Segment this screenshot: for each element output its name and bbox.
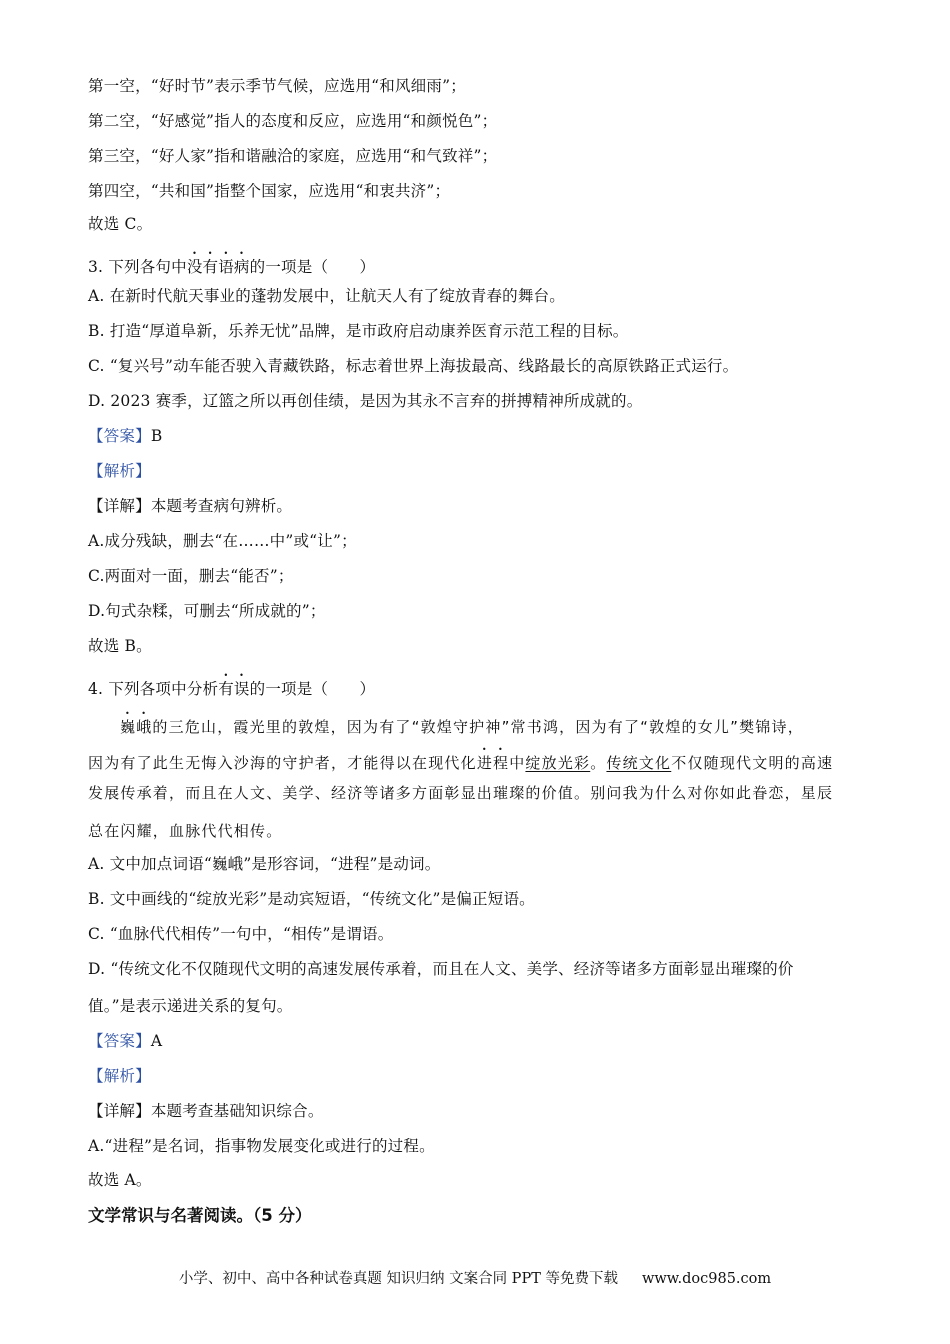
q4-stem-prefix: 4. 下列各项中分析 [88, 680, 219, 698]
q4-answer [88, 1031, 878, 1051]
q4-option-d: D. “传统文化不仅随现代文明的高速发展传承着，而且在人文、美学、经济等诸多方面彰显出璀璨的价 [88, 960, 794, 978]
detail-text: 本题考查病句辨析。 [150, 497, 293, 515]
q3-answer [88, 426, 878, 446]
q4-analysis-tag: 【解析】 [88, 1067, 151, 1085]
page-footer [0, 1269, 950, 1289]
q4-option-b: B. 文中画线的“绽放光彩”是动宾短语，“传统文化”是偏正短语。 [88, 890, 535, 908]
q4-passage-line [88, 745, 868, 773]
detail-tag: 【详解】 [88, 1102, 151, 1120]
q3-stem [88, 249, 878, 277]
answer-value: B [150, 427, 163, 445]
q4-option-d-continued: 值。”是表示递进关系的复句。 [88, 997, 293, 1015]
answer-value: A [150, 1032, 163, 1050]
q3-option-b: B. 打造“厚道阜新，乐养无忧”品牌，是市政府启动康养医育示范工程的目标。 [88, 322, 629, 340]
intro-line: 第二空，“好感觉”指人的态度和反应，应选用“和颜悦色”； [88, 112, 498, 130]
q3-stem-emphasis: 没有语病 [186, 258, 250, 276]
intro-line: 第四空，“共和国”指整个国家，应选用“和衷共济”； [88, 182, 451, 200]
q4-passage-line: 发展传承着，而且在人文、美学、经济等诸多方面彰显出璀璨的价值。别问我为什么对你如此眷恋，星辰 [88, 784, 834, 802]
q3-stem-prefix: 3. 下列各句中 [88, 258, 187, 276]
q3-option-c: C. “复兴号”动车能否驶入青藏铁路，标志着世界上海拔最高、线路最长的高原铁路正式运行。 [88, 357, 739, 375]
q4-conclusion: 故选 A。 [88, 1171, 152, 1189]
passage-text: 中 [509, 754, 526, 772]
dotted-word: 巍峨 [120, 718, 153, 736]
q4-stem-emphasis: 有误 [218, 680, 250, 698]
intro-line: 第三空，“好人家”指和谐融洽的家庭，应选用“和气致祥”； [88, 147, 498, 165]
q4-passage-line: 总在闪耀，血脉代代相传。 [88, 822, 283, 840]
intro-line: 第一空，“好时节”表示季节气候，应选用“和风细雨”； [88, 77, 466, 95]
answer-tag: 【答案】 [88, 427, 151, 445]
detail-text: 本题考查基础知识综合。 [150, 1102, 324, 1120]
q4-passage-line [120, 709, 868, 737]
q3-conclusion: 故选 B。 [88, 637, 152, 655]
q3-explanation: A.成分残缺，删去“在……中”或“让”； [88, 532, 357, 550]
q4-detail [88, 1101, 878, 1121]
dotted-word: 进程 [476, 754, 510, 772]
q4-explanation: A.“进程”是名词，指事物发展变化或进行的过程。 [88, 1137, 435, 1155]
underlined-phrase: 传统文化 [606, 754, 672, 772]
q3-explanation: C.两面对一面，删去“能否”； [88, 567, 294, 585]
passage-text: 。 [590, 754, 607, 772]
footer-text: 小学、初中、高中各种试卷真题 知识归纳 文案合同 PPT 等免费下载 [178, 1271, 618, 1287]
q4-option-c: C. “血脉代代相传”一句中，“相传”是谓语。 [88, 925, 394, 943]
answer-tag: 【答案】 [88, 1032, 151, 1050]
q3-analysis-tag: 【解析】 [88, 462, 151, 480]
intro-conclusion: 故选 C。 [88, 215, 153, 233]
underlined-phrase: 绽放光彩 [525, 754, 591, 772]
passage-text: 因为有了此生无悔入沙海的守护者，才能得以在现代化 [88, 754, 477, 772]
passage-text: 的三危山，霞光里的敦煌，因为有了“敦煌守护神”常书鸿，因为有了“敦煌的女儿”樊锦诗， [152, 718, 804, 736]
q4-stem-suffix: 的一项是（ ） [249, 680, 376, 698]
passage-text: 不仅随现代文明的高速 [671, 754, 834, 772]
q3-stem-suffix: 的一项是（ ） [249, 258, 376, 276]
q3-explanation: D.句式杂糅，可删去“所成就的”； [88, 602, 326, 620]
section-heading: 文学常识与名著阅读。（5 分） [88, 1206, 312, 1225]
q3-option-a: A. 在新时代航天事业的蓬勃发展中，让航天人有了绽放青春的舞台。 [88, 287, 565, 305]
q3-detail [88, 496, 878, 516]
footer-url[interactable]: www.doc985.com [641, 1271, 772, 1287]
detail-tag: 【详解】 [88, 497, 151, 515]
q3-option-d: D. 2023 赛季，辽篮之所以再创佳绩，是因为其永不言弃的拼搏精神所成就的。 [88, 392, 643, 410]
q4-stem [88, 671, 878, 699]
q4-option-a: A. 文中加点词语“巍峨”是形容词，“进程”是动词。 [88, 855, 441, 873]
